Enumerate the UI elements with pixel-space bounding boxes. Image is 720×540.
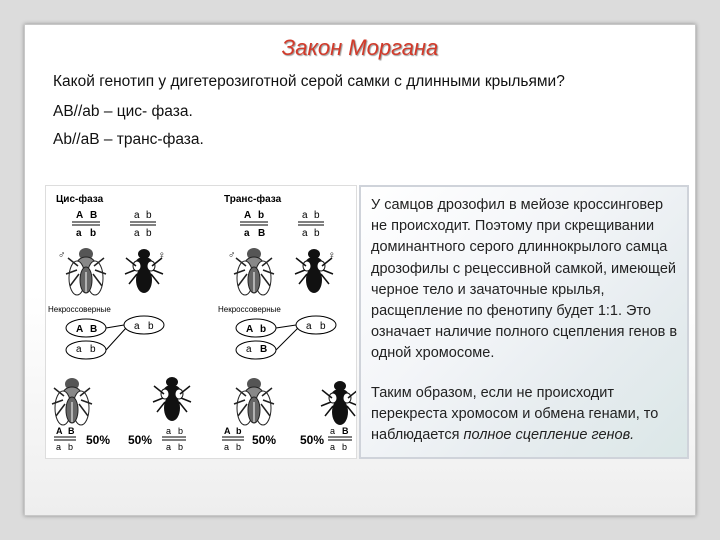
- cis-parent-male-genotype: [130, 210, 156, 239]
- svg-text:a: a: [76, 344, 82, 355]
- trans-phase-label: Транс-фаза: [224, 194, 282, 205]
- cis-phase-text: AB//ab – цис- фаза.: [53, 103, 193, 120]
- svg-text:a: a: [330, 442, 336, 452]
- explanation-paragraph-2: [371, 383, 679, 447]
- explanation-paragraph-1: У самцов дрозофил в мейозе кроссинговер не происходит. Поэтому при скрещивании доминантного серого длиннокрылого самца дрозофилы с рецессивной самкой, имеющей черное тело и зачаточные крылья, расщепление по фенотипу будет 1:1. Это означает наличие полного сцепления генов в одной хромосоме.: [371, 197, 678, 362]
- svg-text:a: a: [302, 210, 308, 221]
- trans-offspring-right-percent: 50%: [300, 433, 325, 447]
- svg-text:b: b: [314, 228, 320, 239]
- slide-title: Закон Моргана: [281, 35, 439, 60]
- cis-phase-label: Цис-фаза: [56, 194, 104, 205]
- svg-text:A: A: [76, 210, 84, 221]
- svg-text:b: b: [236, 442, 242, 452]
- svg-text:a: a: [134, 210, 140, 221]
- cis-offspring-left-percent: 50%: [86, 433, 111, 447]
- cis-offspring-right-genotype: [162, 426, 186, 452]
- svg-text:b: b: [258, 210, 265, 221]
- svg-text:b: b: [236, 426, 242, 436]
- svg-text:A: A: [244, 210, 252, 221]
- svg-text:a: a: [56, 442, 62, 452]
- svg-text:b: b: [148, 321, 154, 332]
- svg-text:a: a: [244, 228, 250, 239]
- trans-offspring-left-genotype: [222, 426, 244, 452]
- question-text: Какой генотип у дигетерозиготной серой самки с длинными крыльями?: [53, 73, 565, 90]
- svg-text:A: A: [224, 426, 231, 436]
- svg-text:B: B: [90, 210, 98, 221]
- svg-text:B: B: [68, 426, 75, 436]
- svg-text:b: b: [146, 210, 152, 221]
- svg-text:B: B: [90, 324, 98, 335]
- svg-text:A: A: [56, 426, 63, 436]
- slide: [24, 24, 696, 516]
- svg-text:b: b: [314, 210, 320, 221]
- trans-offspring-black-fly-icon: [321, 381, 356, 425]
- explanation-box: [359, 185, 689, 459]
- trans-offspring-grey-fly-icon: [234, 378, 274, 425]
- cis-parent-female-genotype: [72, 210, 100, 239]
- trans-gametes: [236, 316, 336, 359]
- male-symbol-icon-2: ♂: [228, 250, 236, 261]
- svg-text:a: a: [330, 426, 336, 436]
- svg-text:a: a: [76, 228, 82, 239]
- svg-text:b: b: [68, 442, 74, 452]
- cis-noncrossover-label: Некроссоверные: [48, 305, 111, 314]
- svg-text:a: a: [166, 426, 172, 436]
- svg-text:a: a: [246, 344, 252, 355]
- cis-offspring-left-genotype: [54, 426, 76, 452]
- trans-grey-fly-icon: [234, 248, 274, 295]
- svg-text:B: B: [342, 426, 349, 436]
- svg-text:b: b: [90, 344, 96, 355]
- svg-text:B: B: [260, 344, 268, 355]
- svg-text:a: a: [302, 228, 308, 239]
- male-symbol-icon: ♂: [58, 250, 66, 261]
- svg-text:A: A: [76, 324, 84, 335]
- cis-offspring-right-percent: 50%: [128, 433, 153, 447]
- svg-text:b: b: [90, 228, 97, 239]
- svg-text:b: b: [178, 426, 184, 436]
- svg-text:A: A: [246, 324, 254, 335]
- trans-offspring-left-percent: 50%: [252, 433, 277, 447]
- genetics-figure: [45, 185, 357, 459]
- svg-text:a: a: [134, 228, 140, 239]
- svg-text:a: a: [166, 442, 172, 452]
- cis-gametes: [66, 316, 164, 359]
- trans-phase-text: Ab//aB – транс-фаза.: [53, 131, 204, 148]
- female-symbol-icon-2: ♀: [328, 250, 336, 261]
- svg-text:a: a: [224, 442, 230, 452]
- svg-text:b: b: [260, 324, 267, 335]
- trans-offspring-right-genotype: [328, 426, 352, 452]
- svg-text:a: a: [306, 321, 312, 332]
- svg-text:b: b: [320, 321, 326, 332]
- svg-text:b: b: [342, 442, 348, 452]
- svg-text:b: b: [178, 442, 184, 452]
- trans-noncrossover-label: Некроссоверные: [218, 305, 281, 314]
- explanation-paragraph-2-start: Таким образом, если не происходит перекреста хромосом и обмена генами, то наблюдается: [371, 385, 659, 444]
- cis-offspring-grey-fly-icon: [52, 378, 92, 425]
- female-symbol-icon: ♀: [158, 250, 166, 261]
- explanation-paragraph-2-emphasis: полное сцепление генов.: [463, 427, 635, 444]
- trans-parent-female-genotype: [240, 210, 268, 239]
- cis-offspring-black-fly-icon: [153, 377, 191, 421]
- svg-text:B: B: [258, 228, 266, 239]
- trans-parent-male-genotype: [298, 210, 324, 239]
- cis-grey-fly-icon: [66, 248, 106, 295]
- svg-text:b: b: [146, 228, 152, 239]
- svg-text:a: a: [134, 321, 140, 332]
